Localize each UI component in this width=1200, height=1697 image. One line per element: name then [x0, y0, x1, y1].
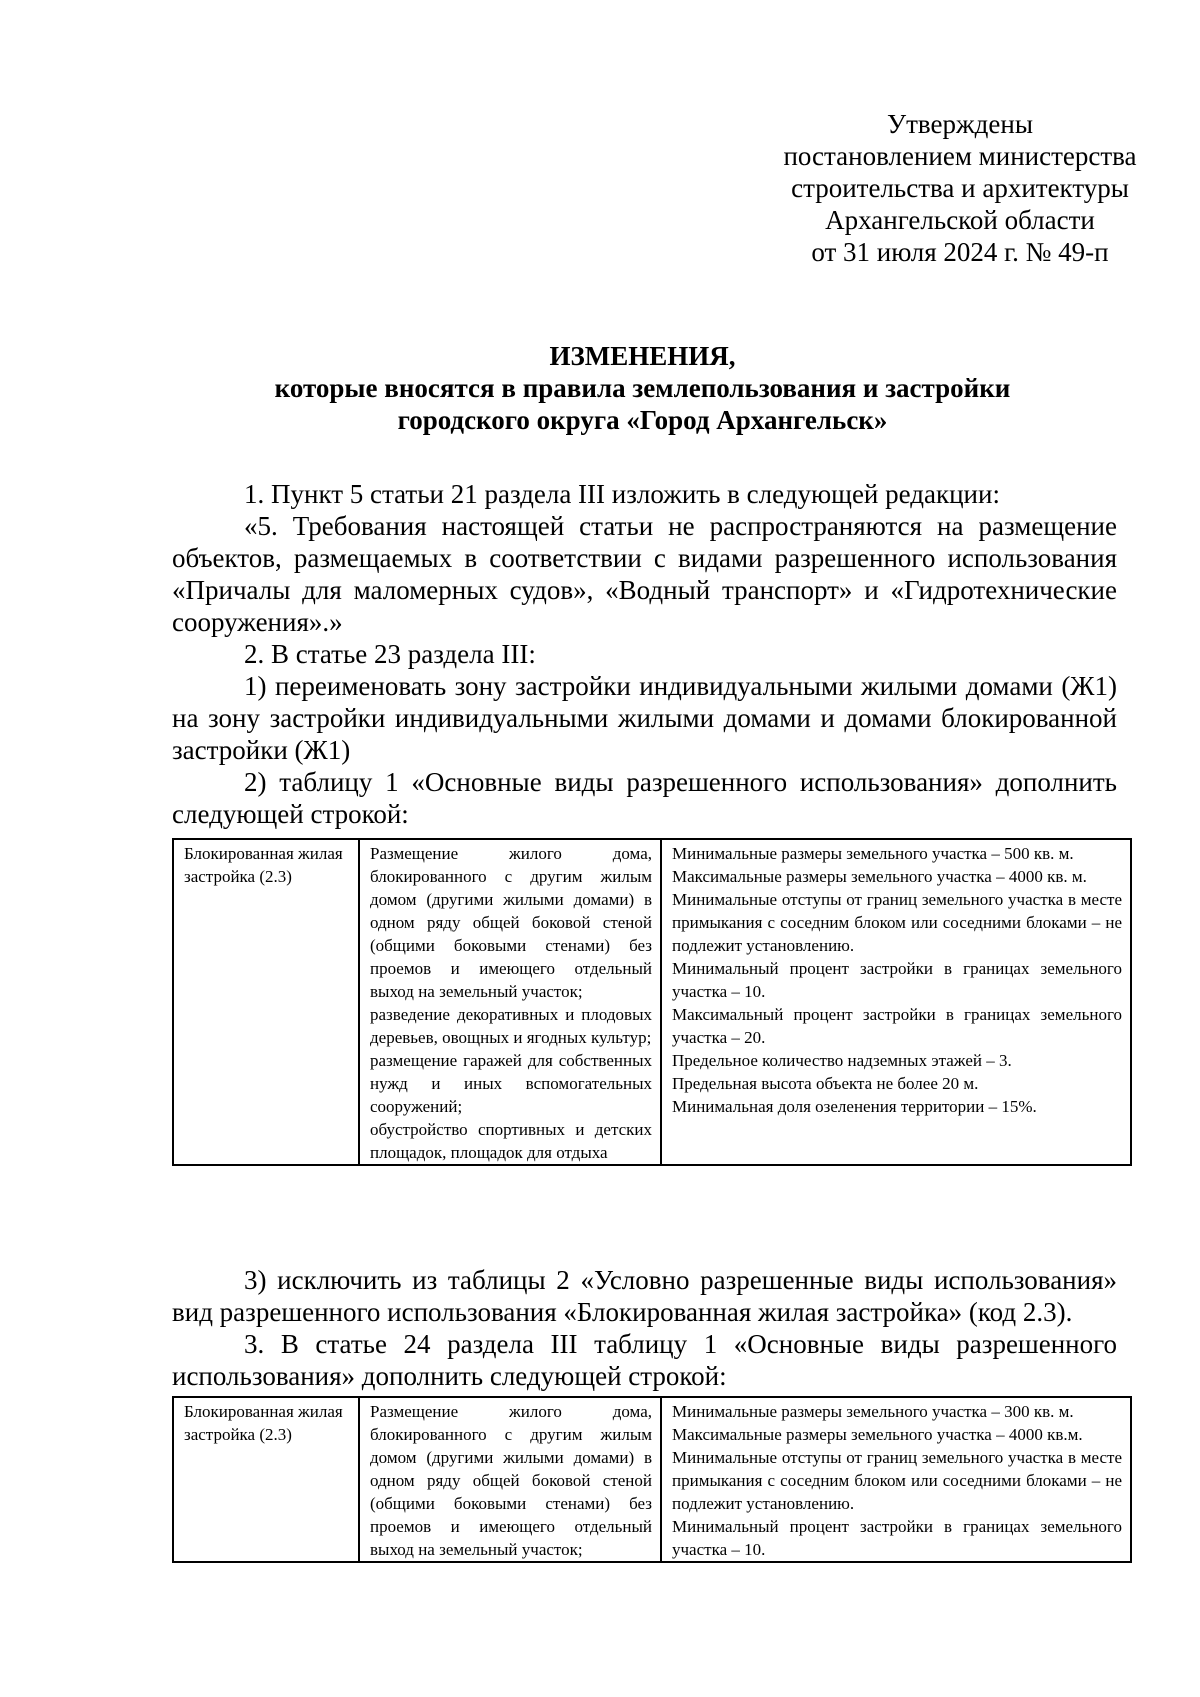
approval-line: постановлением министерства [783, 141, 1137, 171]
approval-line: Утверждены [887, 109, 1033, 139]
cell-text: Размещение жилого дома, блокированного с другим жилым домом (другими жилыми домами) в одном ряду общей боковой стеной (общими боковыми стенами) без проемов и имеющего отдельный выход на земельный участок; [370, 844, 652, 1001]
document-title [170, 340, 1115, 436]
table-cell-description [359, 839, 661, 1165]
title-heading: ИЗМЕНЕНИЯ, [549, 341, 736, 371]
cell-text: Максимальные размеры земельного участка – 4000 кв. м. [672, 867, 1087, 886]
paragraph: 2) таблицу 1 «Основные виды разрешенного использования» дополнить следующей строкой: [172, 767, 1117, 829]
paragraph: «5. Требования настоящей статьи не распространяются на размещение объектов, размещаемых в соответствии с видами разрешенного использования «Причалы для маломерных судов», «Водный транспорт» и «Гидротехнические сооружения».» [172, 511, 1117, 637]
table-1 [172, 838, 1132, 1166]
paragraph: 3. В статье 24 раздела III таблицу 1 «Основные виды разрешенного использования» дополнить следующей строкой: [172, 1329, 1117, 1391]
cell-text: Максимальный процент застройки в границах земельного участка – 20. [672, 1005, 1122, 1047]
cell-text: Минимальный процент застройки в границах земельного участка – 10. [672, 959, 1122, 1001]
table-cell-parameters [661, 1397, 1131, 1562]
cell-text: Предельная высота объекта не более 20 м. [672, 1074, 979, 1093]
cell-text: Минимальные размеры земельного участка – 300 кв. м. [672, 1402, 1074, 1421]
cell-text: разведение декоративных и плодовых деревьев, овощных и ягодных культур; [370, 1005, 652, 1047]
cell-text: Минимальные размеры земельного участка – 500 кв. м. [672, 844, 1074, 863]
cell-text: Минимальные отступы от границ земельного участка в месте примыкания с соседним блоком или соседними блоками – не подлежит установлению. [672, 890, 1122, 955]
table-row [173, 839, 1131, 1165]
title-subheading: которые вносятся в правила землепользования и застройки [274, 373, 1011, 403]
approval-line: Архангельской области [825, 205, 1095, 235]
approval-line: от 31 июля 2024 г. № 49-п [811, 237, 1109, 267]
section-1-text [172, 478, 1117, 830]
table-2 [172, 1396, 1132, 1563]
title-subheading: городского округа «Город Архангельск» [397, 405, 888, 435]
paragraph: 1) переименовать зону застройки индивидуальными жилыми домами (Ж1) на зону застройки индивидуальными жилыми домами и домами блокированной застройки (Ж1) [172, 671, 1117, 765]
cell-text: размещение гаражей для собственных нужд и иных вспомогательных сооружений; [370, 1051, 652, 1116]
approval-line: строительства и архитектуры [791, 173, 1129, 203]
table-cell-description [359, 1397, 661, 1562]
cell-text: Минимальные отступы от границ земельного участка в месте примыкания с соседним блоком или соседними блоками – не подлежит установлению. [672, 1448, 1122, 1513]
table-cell-parameters [661, 839, 1131, 1165]
table-row [173, 1397, 1131, 1562]
paragraph: 1. Пункт 5 статьи 21 раздела III изложить в следующей редакции: [244, 479, 1000, 509]
paragraph: 3) исключить из таблицы 2 «Условно разрешенные виды использования» вид разрешенного использования «Блокированная жилая застройка» (код 2.3). [172, 1265, 1117, 1327]
section-2-text [172, 1264, 1117, 1392]
cell-text: Максимальные размеры земельного участка – 4000 кв.м. [672, 1425, 1083, 1444]
cell-text: Минимальная доля озеленения территории – 15%. [672, 1097, 1037, 1116]
cell-text: обустройство спортивных и детских площадок, площадок для отдыха [370, 1120, 652, 1162]
cell-text: Размещение жилого дома, блокированного с другим жилым домом (другими жилыми домами) в одном ряду общей боковой стеной (общими боковыми стенами) без проемов и имеющего отдельный выход на земельный участок; [370, 1402, 652, 1559]
cell-text: Минимальный процент застройки в границах земельного участка – 10. [672, 1517, 1122, 1559]
table-cell-use-type [173, 839, 359, 1165]
paragraph: 2. В статье 23 раздела III: [244, 639, 536, 669]
cell-text: Предельное количество надземных этажей – 3. [672, 1051, 1012, 1070]
cell-text: Блокированная жилая застройка (2.3) [184, 1402, 343, 1444]
cell-text: Блокированная жилая застройка (2.3) [184, 844, 343, 886]
approval-block [700, 108, 1200, 268]
table-cell-use-type [173, 1397, 359, 1562]
